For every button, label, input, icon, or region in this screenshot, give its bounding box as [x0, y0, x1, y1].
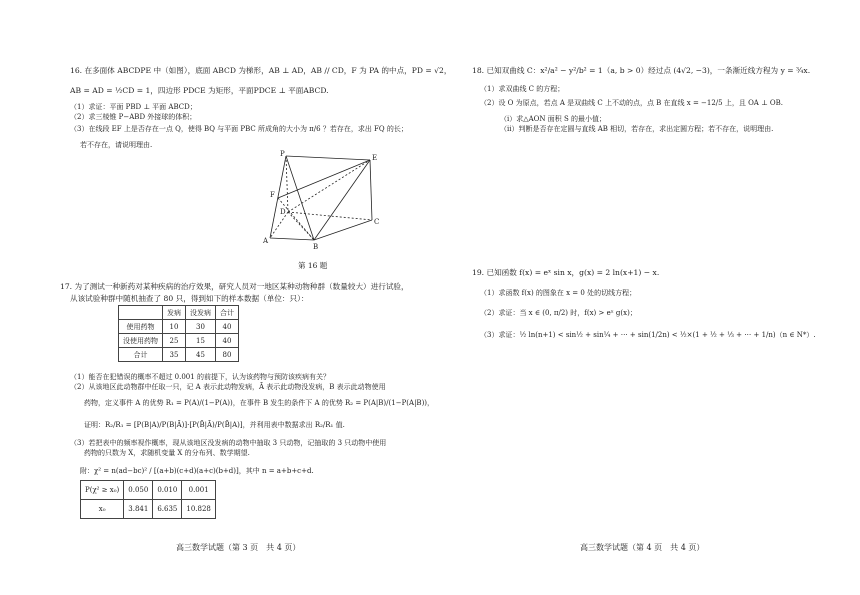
q16-part1: （1）求证：平面 PBD ⊥ 平面 ABCD； [70, 103, 197, 111]
label-F: F [270, 191, 275, 199]
table-cell: 0.050 [124, 481, 153, 500]
table-cell: 40 [216, 320, 239, 334]
table-header-row [119, 306, 239, 320]
q19-part3: （3）求证：½ ln(n+1) < sin½ + sin¼ + ⋯ + sin(1/2n) < ½×(1 + ½ + ⅓ + ⋯ + 1/n)（n ∈ N*）. [480, 331, 816, 339]
table-cell: P(χ² ≥ x₀) [81, 481, 124, 500]
edge-EF [278, 160, 370, 198]
table-cell: 发病 [163, 306, 186, 320]
q18-part1: （1）求双曲线 C 的方程； [480, 85, 565, 93]
q17-part3: （3）若把表中的频率视作概率，现从该地区没发病的动物中抽取 3 只动物，记抽取的 3 只动物中使用 [70, 439, 387, 447]
edge-AB [270, 238, 314, 240]
label-B: B [313, 243, 319, 250]
right-page [430, 0, 860, 595]
label-E: E [372, 154, 378, 162]
table-cell: 使用药物 [119, 320, 163, 334]
table-cell: 没发病 [186, 306, 216, 320]
q17-part1: （1）能否在犯错误的概率不超过 0.001 的前提下，认为该药物与预防该疾病有关？ [70, 373, 330, 381]
edge-EB [314, 160, 370, 240]
q18-part2: （2）设 O 为原点，若点 A 是双曲线 C 上不动的点，点 B 在直线 x = −12/5 上，且 OA ⊥ OB. [480, 99, 784, 107]
right-page-footer: 高三数学试题（第 4 页 共 4 页） [580, 543, 705, 552]
q16-part3-cont: 若不存在，请说明理由. [80, 141, 153, 149]
table-cell: 没使用药物 [119, 334, 163, 348]
edge-BC [314, 220, 372, 240]
q17-line2: 从该试验种群中随机抽查了 80 只，得到如下的样本数据（单位：只）： [70, 294, 309, 303]
q18-part2-ii: （ii）判断是否存在定圆与直线 AB 相切，若存在，求出定圆方程；若不存在，说明理由. [500, 125, 774, 133]
table-cell: 6.635 [153, 500, 182, 519]
q17-part3-cont: 药物的只数为 X，求随机变量 X 的分布列、数学期望. [84, 449, 250, 457]
table-cell: 15 [186, 334, 216, 348]
q17-part2-proof: 证明：R₂/R₁ = [P(B|A)/P(B|Ā)]·[P(B̄|Ā)/P(B̄|A)]，并利用表中数据求出 R₂/R₁ 值. [84, 421, 345, 429]
table-row [81, 500, 216, 519]
left-page-footer: 高三数学试题（第 3 页 共 4 页） [176, 543, 301, 552]
table-cell: 合计 [216, 306, 239, 320]
edge-DE [288, 160, 370, 212]
q19-line1: 19. 已知函数 f(x) = eˣ sin x，g(x) = 2 ln(x+1) − x. [472, 268, 660, 277]
label-D: D [280, 208, 286, 216]
q17-part2: （2）从该地区此动物群中任取一只，记 A 表示此动物发病，Ā 表示此动物没发病，B 表示此动物使用 [70, 383, 386, 391]
q19-part1: （1）求函数 f(x) 的图象在 x = 0 处的切线方程； [480, 289, 637, 297]
q16-line2: AB = AD = ½CD = 1，四边形 PDCE 为矩形，平面PDCE ⊥ 平面ABCD. [70, 86, 329, 95]
table-cell [119, 306, 163, 320]
table-row [119, 320, 239, 334]
table-cell: 合计 [119, 348, 163, 362]
q16-caption: 第 16 题 [298, 261, 328, 270]
table-cell: 0.001 [182, 481, 216, 500]
table-cell: 40 [216, 334, 239, 348]
q16-line1: 16. 在多面体 ABCDPE 中（如图），底面 ABCD 为梯形，AB ⊥ AD，AB // CD，F 为 PA 的中点，PD = √2， [70, 66, 452, 75]
table-cell: 25 [163, 334, 186, 348]
label-A: A [263, 237, 269, 245]
edge-EC [370, 160, 372, 220]
edge-PD [286, 156, 288, 212]
q18-part2-i: （i）求△AON 面积 S 的最小值； [500, 115, 607, 123]
table-cell: 10 [163, 320, 186, 334]
q19-part2: （2）求证：当 x ∈ (0, π/2) 时，f(x) > eˣ g(x)； [480, 309, 637, 317]
table-cell: 35 [163, 348, 186, 362]
table-row [81, 481, 216, 500]
q16-part2: （2）求三棱锥 P−ABD 外接球的体积； [70, 113, 197, 121]
q17-part2-cont: 药物，定义事件 A 的优势 R₁ = P(A)/(1−P(A))，在事件 B 发生的条件下 A 的优势 R₂ = P(A|B)/(1−P(A|B))， [84, 399, 435, 407]
table-cell: x₀ [81, 500, 124, 519]
q17-critical-table [80, 480, 216, 519]
q17-line1: 17. 为了测试一种新药对某种疾病的治疗效果，研究人员对一地区某种动物种群（数量较大）进行试验， [60, 282, 409, 291]
table-cell: 45 [186, 348, 216, 362]
edge-DC [288, 212, 372, 220]
table-cell: 10.828 [182, 500, 216, 519]
table-cell: 3.841 [124, 500, 153, 519]
table-cell: 0.010 [153, 481, 182, 500]
q17-frequency-table [118, 305, 239, 362]
edge-PE [286, 156, 370, 160]
table-row [119, 348, 239, 362]
table-row [119, 334, 239, 348]
table-cell: 30 [186, 320, 216, 334]
q18-line1: 18. 已知双曲线 C：x²/a² − y²/b² = 1（a, b > 0）经过点 (4√2, −3)，一条渐近线方程为 y = ¾x. [472, 66, 811, 75]
q17-formula: 附：χ² = n(ad−bc)² / [(a+b)(c+d)(a+c)(b+d)]，其中 n = a+b+c+d. [80, 467, 314, 475]
label-P: P [280, 150, 285, 158]
q16-part3: （3）在线段 EF 上是否存在一点 Q，使得 BQ 与平面 PBC 所成角的大小为 π/6 ？若存在，求出 FQ 的长； [70, 125, 408, 133]
q16-figure [258, 150, 388, 250]
label-C: C [374, 218, 380, 226]
table-cell: 80 [216, 348, 239, 362]
